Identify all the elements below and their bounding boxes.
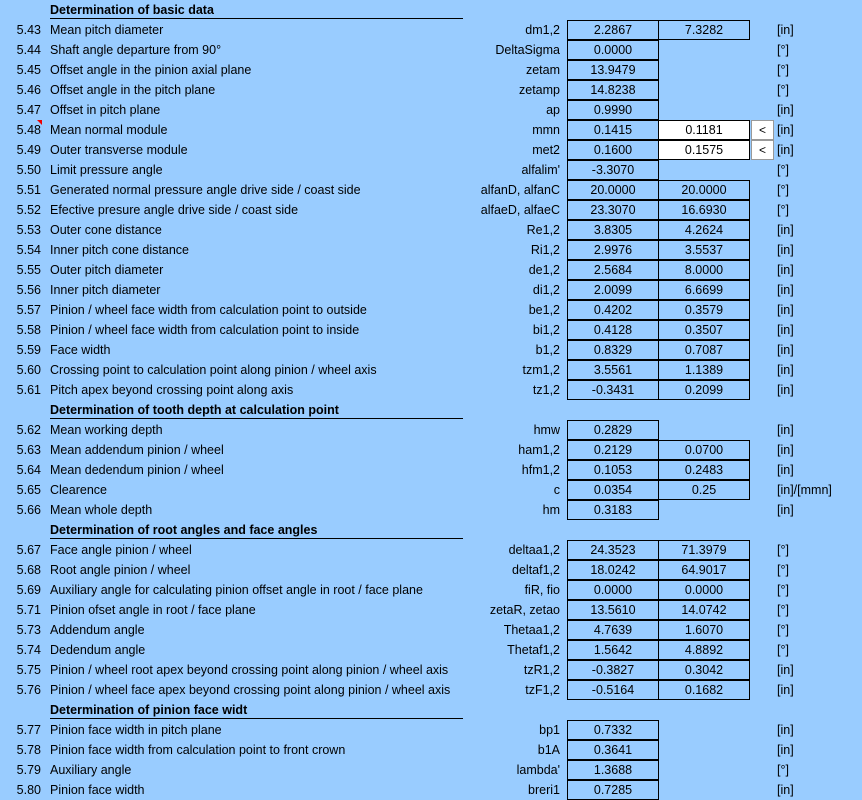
value-wheel-cell: 4.8892: [658, 640, 750, 660]
row-description: Offset in pitch plane: [50, 103, 161, 117]
row-symbol: alfanD, alfanC: [480, 183, 560, 197]
value-pinion-cell: -0.5164: [567, 680, 659, 700]
row-unit: [in]: [777, 343, 794, 357]
table-row: [0, 660, 862, 680]
row-number: 5.49: [16, 143, 41, 157]
value-wheel-cell: 0.7087: [658, 340, 750, 360]
value-input-field[interactable]: 0.1181: [658, 120, 750, 140]
row-symbol: Re1,2: [526, 223, 560, 237]
row-unit: [in]: [777, 383, 794, 397]
row-symbol: DeltaSigma: [495, 43, 560, 57]
row-number: 5.75: [16, 663, 41, 677]
row-unit: [°]: [777, 583, 789, 597]
row-symbol: de1,2: [528, 263, 560, 277]
row-symbol: tz1,2: [532, 383, 560, 397]
table-row: [0, 600, 862, 620]
section-title: Determination of basic data: [50, 3, 463, 19]
value-wheel-cell: 14.0742: [658, 600, 750, 620]
row-unit: [in]: [777, 423, 794, 437]
row-symbol: hfm1,2: [521, 463, 560, 477]
row-number: 5.58: [16, 323, 41, 337]
row-unit: [in]: [777, 143, 794, 157]
row-unit: [in]: [777, 103, 794, 117]
row-number: 5.66: [16, 503, 41, 517]
value-pinion-cell: 0.7285: [567, 780, 659, 800]
row-symbol: tzR1,2: [523, 663, 560, 677]
value-pinion-cell: 0.1415: [567, 120, 659, 140]
row-description: Generated normal pressure angle drive side / coast side: [50, 183, 361, 197]
value-pinion-cell: 2.2867: [567, 20, 659, 40]
value-pinion-cell: -0.3827: [567, 660, 659, 680]
row-number: 5.76: [16, 683, 41, 697]
value-wheel-cell: 0.2483: [658, 460, 750, 480]
table-row: [0, 200, 862, 220]
table-row: [0, 620, 862, 640]
value-wheel-cell: 16.6930: [658, 200, 750, 220]
table-row: [0, 20, 862, 40]
row-number: 5.56: [16, 283, 41, 297]
row-number: 5.60: [16, 363, 41, 377]
value-wheel-cell: 64.9017: [658, 560, 750, 580]
row-unit: [°]: [777, 603, 789, 617]
value-wheel-cell: 0.1682: [658, 680, 750, 700]
row-unit: [in]: [777, 723, 794, 737]
row-unit: [in]: [777, 663, 794, 677]
table-row: [0, 360, 862, 380]
value-pinion-cell: 18.0242: [567, 560, 659, 580]
table-row: [0, 420, 862, 440]
value-wheel-cell: 0.3042: [658, 660, 750, 680]
value-wheel-cell: 4.2624: [658, 220, 750, 240]
row-description: Dedendum angle: [50, 643, 146, 657]
row-unit: [in]: [777, 303, 794, 317]
row-symbol: mmn: [532, 123, 560, 137]
value-pinion-cell: 0.8329: [567, 340, 659, 360]
row-number: 5.50: [16, 163, 41, 177]
row-symbol: Thetaa1,2: [503, 623, 560, 637]
row-number: 5.54: [16, 243, 41, 257]
row-description: Mean whole depth: [50, 503, 153, 517]
row-description: Pitch apex beyond crossing point along axis: [50, 383, 294, 397]
row-number: 5.79: [16, 763, 41, 777]
row-symbol: hmw: [533, 423, 560, 437]
row-symbol: be1,2: [528, 303, 560, 317]
row-number: 5.71: [16, 603, 41, 617]
section-header: [0, 700, 862, 720]
row-symbol: ham1,2: [518, 443, 560, 457]
value-pinion-cell: 0.0000: [567, 40, 659, 60]
row-unit: [in]: [777, 463, 794, 477]
row-unit: [°]: [777, 43, 789, 57]
value-wheel-cell: 0.2099: [658, 380, 750, 400]
value-pinion-cell: 0.7332: [567, 720, 659, 740]
row-unit: [°]: [777, 543, 789, 557]
row-number: 5.78: [16, 743, 41, 757]
row-symbol: bi1,2: [532, 323, 560, 337]
row-symbol: ap: [546, 103, 560, 117]
row-unit: [in]/[mmn]: [777, 483, 832, 497]
table-row: [0, 280, 862, 300]
row-symbol: zetam: [525, 63, 560, 77]
row-number: 5.68: [16, 563, 41, 577]
value-pinion-cell: 0.0354: [567, 480, 659, 500]
row-description: Offset angle in the pitch plane: [50, 83, 216, 97]
value-pinion-cell: 0.1053: [567, 460, 659, 480]
row-unit: [°]: [777, 163, 789, 177]
row-description: Face width: [50, 343, 111, 357]
value-pinion-cell: -3.3070: [567, 160, 659, 180]
row-description: Inner pitch diameter: [50, 283, 161, 297]
value-pinion-cell: 0.0000: [567, 580, 659, 600]
table-row: [0, 340, 862, 360]
row-unit: [in]: [777, 503, 794, 517]
row-description: Mean addendum pinion / wheel: [50, 443, 224, 457]
table-row: [0, 140, 862, 160]
value-pinion-cell: 0.2129: [567, 440, 659, 460]
row-unit: [in]: [777, 443, 794, 457]
value-input-field[interactable]: 0.1575: [658, 140, 750, 160]
table-row: [0, 300, 862, 320]
row-description: Pinion / wheel face width from calculation point to inside: [50, 323, 360, 337]
table-row: [0, 480, 862, 500]
row-unit: [°]: [777, 643, 789, 657]
table-row: [0, 160, 862, 180]
row-number: 5.45: [16, 63, 41, 77]
row-number: 5.65: [16, 483, 41, 497]
row-description: Pinion / wheel root apex beyond crossing point along pinion / wheel axis: [50, 663, 449, 677]
row-symbol: alfalim': [521, 163, 560, 177]
row-symbol: zetaR, zetao: [489, 603, 560, 617]
row-description: Root angle pinion / wheel: [50, 563, 191, 577]
row-description: Mean dedendum pinion / wheel: [50, 463, 224, 477]
row-number: 5.51: [16, 183, 41, 197]
row-unit: [in]: [777, 223, 794, 237]
table-row: [0, 540, 862, 560]
section-header: [0, 520, 862, 540]
value-wheel-cell: 1.1389: [658, 360, 750, 380]
value-wheel-cell: 0.0700: [658, 440, 750, 460]
row-number: 5.48: [16, 123, 41, 137]
row-number: 5.63: [16, 443, 41, 457]
row-unit: [°]: [777, 563, 789, 577]
row-number: 5.46: [16, 83, 41, 97]
row-unit: [in]: [777, 783, 794, 797]
row-unit: [°]: [777, 63, 789, 77]
row-number: 5.61: [16, 383, 41, 397]
row-description: Outer pitch diameter: [50, 263, 164, 277]
table-row: [0, 60, 862, 80]
row-description: Auxiliary angle for calculating pinion offset angle in root / face plane: [50, 583, 423, 597]
value-pinion-cell: 23.3070: [567, 200, 659, 220]
value-pinion-cell: 3.5561: [567, 360, 659, 380]
row-number: 5.80: [16, 783, 41, 797]
row-description: Clearence: [50, 483, 107, 497]
table-row: [0, 40, 862, 60]
row-description: Auxiliary angle: [50, 763, 132, 777]
row-description: Pinion face width: [50, 783, 145, 797]
value-pinion-cell: 0.4128: [567, 320, 659, 340]
row-number: 5.67: [16, 543, 41, 557]
row-description: Mean pitch diameter: [50, 23, 164, 37]
table-row: [0, 100, 862, 120]
table-row: [0, 440, 862, 460]
value-pinion-cell: 20.0000: [567, 180, 659, 200]
value-pinion-cell: 24.3523: [567, 540, 659, 560]
value-pinion-cell: 0.2829: [567, 420, 659, 440]
value-pinion-cell: 2.0099: [567, 280, 659, 300]
table-row: [0, 320, 862, 340]
row-unit: [in]: [777, 683, 794, 697]
table-row: [0, 180, 862, 200]
transfer-value-button[interactable]: <: [751, 140, 774, 160]
value-wheel-cell: 71.3979: [658, 540, 750, 560]
row-number: 5.53: [16, 223, 41, 237]
row-description: Efective presure angle drive side / coast side: [50, 203, 299, 217]
value-pinion-cell: 1.3688: [567, 760, 659, 780]
value-pinion-cell: 2.9976: [567, 240, 659, 260]
row-description: Pinion face width from calculation point to front crown: [50, 743, 346, 757]
row-description: Mean working depth: [50, 423, 163, 437]
value-pinion-cell: 1.5642: [567, 640, 659, 660]
table-row: [0, 740, 862, 760]
row-symbol: tzm1,2: [522, 363, 560, 377]
row-number: 5.55: [16, 263, 41, 277]
table-row: [0, 560, 862, 580]
value-wheel-cell: 1.6070: [658, 620, 750, 640]
value-pinion-cell: 13.5610: [567, 600, 659, 620]
value-pinion-cell: 4.7639: [567, 620, 659, 640]
table-row: [0, 220, 862, 240]
row-description: Face angle pinion / wheel: [50, 543, 192, 557]
value-wheel-cell: 20.0000: [658, 180, 750, 200]
row-unit: [in]: [777, 23, 794, 37]
row-symbol: Ri1,2: [530, 243, 560, 257]
row-number: 5.47: [16, 103, 41, 117]
row-description: Limit pressure angle: [50, 163, 163, 177]
table-row: [0, 680, 862, 700]
table-row: [0, 460, 862, 480]
row-unit: [in]: [777, 363, 794, 377]
row-number: 5.52: [16, 203, 41, 217]
row-number: 5.64: [16, 463, 41, 477]
row-symbol: zetamp: [519, 83, 560, 97]
value-wheel-cell: 0.3507: [658, 320, 750, 340]
row-number: 5.57: [16, 303, 41, 317]
row-description: Offset angle in the pinion axial plane: [50, 63, 252, 77]
row-symbol: di1,2: [532, 283, 560, 297]
row-description: Crossing point to calculation point along pinion / wheel axis: [50, 363, 377, 377]
value-pinion-cell: 0.1600: [567, 140, 659, 160]
table-row: [0, 260, 862, 280]
row-unit: [in]: [777, 263, 794, 277]
row-unit: [°]: [777, 83, 789, 97]
table-row: [0, 720, 862, 740]
row-symbol: deltaf1,2: [512, 563, 560, 577]
row-description: Pinion / wheel face apex beyond crossing point along pinion / wheel axis: [50, 683, 451, 697]
value-pinion-cell: 0.9990: [567, 100, 659, 120]
row-symbol: b1,2: [535, 343, 560, 357]
section-header: [0, 0, 862, 20]
row-description: Shaft angle departure from 90°: [50, 43, 222, 57]
row-number: 5.69: [16, 583, 41, 597]
row-description: Outer cone distance: [50, 223, 162, 237]
row-symbol: tzF1,2: [525, 683, 560, 697]
row-symbol: met2: [532, 143, 560, 157]
row-symbol: hm: [542, 503, 560, 517]
table-row: [0, 500, 862, 520]
value-pinion-cell: 0.4202: [567, 300, 659, 320]
table-row: [0, 80, 862, 100]
row-number: 5.44: [16, 43, 41, 57]
row-symbol: c: [553, 483, 560, 497]
value-wheel-cell: 0.0000: [658, 580, 750, 600]
row-unit: [°]: [777, 623, 789, 637]
value-wheel-cell: 7.3282: [658, 20, 750, 40]
row-unit: [in]: [777, 743, 794, 757]
row-unit: [°]: [777, 763, 789, 777]
row-unit: [in]: [777, 243, 794, 257]
row-description: Inner pitch cone distance: [50, 243, 189, 257]
value-pinion-cell: 14.8238: [567, 80, 659, 100]
row-number: 5.74: [16, 643, 41, 657]
row-symbol: alfaeD, alfaeC: [480, 203, 560, 217]
row-symbol: b1A: [537, 743, 560, 757]
row-unit: [in]: [777, 123, 794, 137]
row-symbol: Thetaf1,2: [507, 643, 560, 657]
table-row: [0, 640, 862, 660]
transfer-value-button[interactable]: <: [751, 120, 774, 140]
value-pinion-cell: 0.3641: [567, 740, 659, 760]
value-pinion-cell: -0.3431: [567, 380, 659, 400]
row-symbol: deltaa1,2: [508, 543, 560, 557]
row-description: Outer transverse module: [50, 143, 188, 157]
row-number: 5.77: [16, 723, 41, 737]
row-description: Pinion ofset angle in root / face plane: [50, 603, 256, 617]
row-description: Mean normal module: [50, 123, 168, 137]
value-pinion-cell: 3.8305: [567, 220, 659, 240]
value-pinion-cell: 2.5684: [567, 260, 659, 280]
row-symbol: bp1: [539, 723, 560, 737]
row-number: 5.59: [16, 343, 41, 357]
value-pinion-cell: 0.3183: [567, 500, 659, 520]
row-description: Pinion / wheel face width from calculation point to outside: [50, 303, 367, 317]
value-wheel-cell: 8.0000: [658, 260, 750, 280]
row-symbol: breri1: [528, 783, 560, 797]
table-row: [0, 580, 862, 600]
row-description: Addendum angle: [50, 623, 145, 637]
row-description: Pinion face width in pitch plane: [50, 723, 222, 737]
value-wheel-cell: 3.5537: [658, 240, 750, 260]
table-row: [0, 240, 862, 260]
value-wheel-cell: 6.6699: [658, 280, 750, 300]
row-unit: [°]: [777, 203, 789, 217]
value-wheel-cell: 0.3579: [658, 300, 750, 320]
table-row: [0, 120, 862, 140]
row-symbol: lambda': [516, 763, 560, 777]
row-unit: [in]: [777, 323, 794, 337]
value-pinion-cell: 13.9479: [567, 60, 659, 80]
row-number: 5.43: [16, 23, 41, 37]
row-unit: [in]: [777, 283, 794, 297]
row-symbol: fiR, fio: [524, 583, 560, 597]
section-title: Determination of root angles and face angles: [50, 523, 463, 539]
section-header: [0, 400, 862, 420]
section-title: Determination of pinion face widt: [50, 703, 463, 719]
row-number: 5.73: [16, 623, 41, 637]
table-row: [0, 760, 862, 780]
row-symbol: dm1,2: [525, 23, 560, 37]
value-wheel-cell: 0.25: [658, 480, 750, 500]
section-title: Determination of tooth depth at calculation point: [50, 403, 463, 419]
row-unit: [°]: [777, 183, 789, 197]
table-row: [0, 780, 862, 800]
row-number: 5.62: [16, 423, 41, 437]
table-row: [0, 380, 862, 400]
